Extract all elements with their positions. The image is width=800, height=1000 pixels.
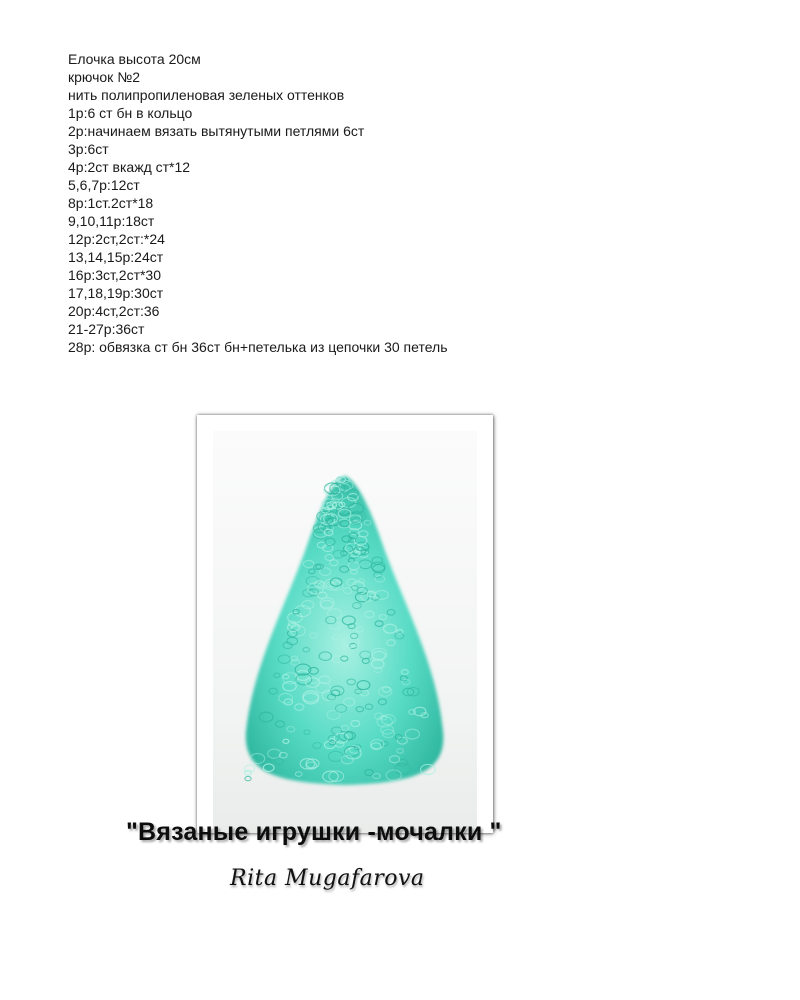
pattern-line: 13,14,15р:24ст	[68, 249, 164, 265]
pattern-line: 8р:1ст.2ст*18	[68, 195, 154, 211]
pattern-line: 20р:4ст,2ст:36	[68, 303, 160, 319]
pattern-line: 1р:6 ст бн в кольцо	[68, 105, 193, 121]
pattern-line: 5,6,7р:12ст	[68, 177, 140, 193]
pattern-line: нить полипропиленовая зеленых оттенков	[68, 87, 345, 103]
photo-frame	[197, 415, 493, 833]
tree-image	[213, 431, 477, 833]
author-signature: Rita Mugafarova	[230, 866, 425, 891]
pattern-line: 4р:2ст вкажд ст*12	[68, 159, 191, 175]
pattern-line: 16р:3ст,2ст*30	[68, 267, 162, 283]
pattern-line: 2р:начинаем вязать вытянутыми петлями 6ст	[68, 123, 365, 139]
pattern-instructions	[68, 50, 448, 356]
yarn-loop	[245, 776, 251, 780]
pattern-line: 3р:6ст	[68, 141, 109, 157]
caption-title: "Вязаные игрушки -мочалки "	[126, 818, 502, 846]
pattern-line: крючок №2	[68, 69, 141, 85]
pattern-line: 9,10,11р:18ст	[68, 213, 155, 229]
pattern-line: 17,18,19р:30ст	[68, 285, 164, 301]
tree-photo	[213, 431, 477, 833]
pattern-line: 21-27р:36ст	[68, 321, 145, 337]
pattern-line: Елочка высота 20см	[68, 51, 201, 67]
pattern-line: 12р:2ст,2ст:*24	[68, 231, 165, 247]
yarn-loop	[245, 765, 255, 772]
pattern-line: 28р: обвязка ст бн 36ст бн+петелька из цепочки 30 петель	[68, 339, 448, 355]
